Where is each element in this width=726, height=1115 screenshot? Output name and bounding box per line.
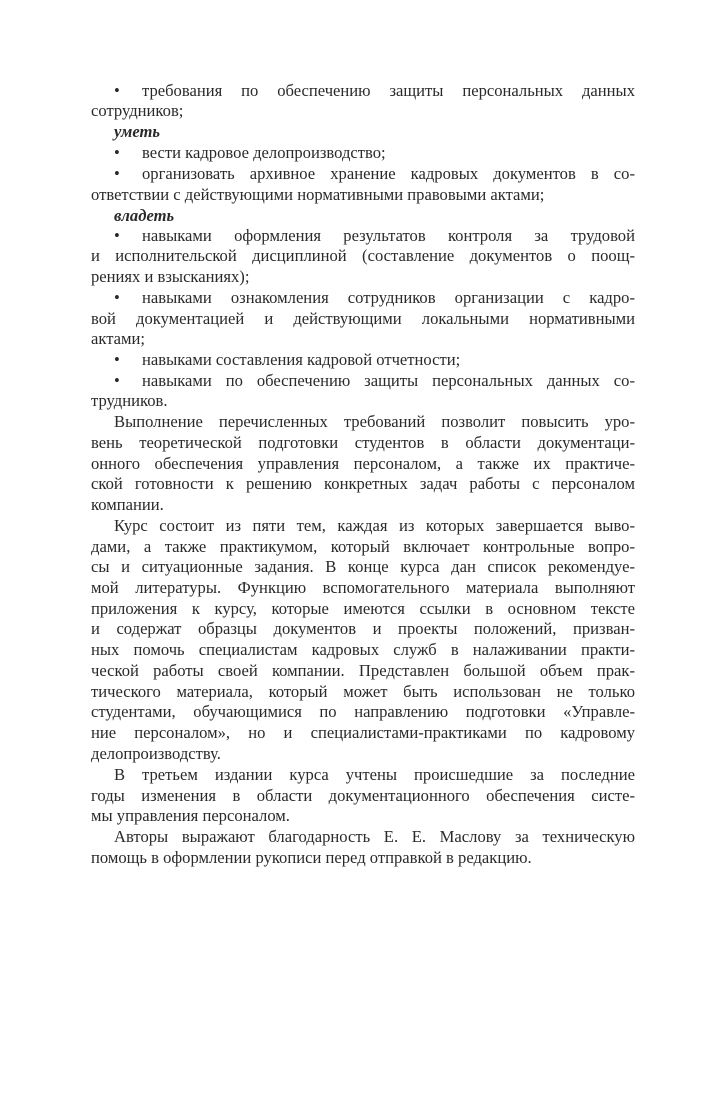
bullet-marker: •: [114, 350, 120, 369]
text-line: • навыками ознакомления сотрудников организации с кадро-: [114, 288, 635, 307]
text-line: приложения к курсу, которые имеются ссылки в основном тексте: [91, 599, 635, 618]
text-line: Курс состоит из пяти тем, каждая из которых завершается выво-: [114, 516, 635, 535]
text-line: ответствии с действующими нормативными правовыми актами;: [91, 185, 545, 204]
bullet-marker: •: [114, 371, 120, 390]
text-line: • навыками оформления результатов контроля за трудовой: [114, 226, 635, 245]
text-line: помощь в оформлении рукописи перед отправкой в редакцию.: [91, 848, 532, 867]
text-line: мы управления персоналом.: [91, 806, 290, 825]
text-line: • навыками составления кадровой отчетности;: [114, 350, 461, 369]
section-heading-umet: уметь: [114, 122, 160, 141]
text-line: дами, а также практикумом, который включает контрольные вопро-: [91, 537, 635, 556]
section-heading-vladet: владеть: [114, 206, 175, 225]
bullet-marker: •: [114, 164, 120, 183]
text-line: В третьем издании курса учтены происшедшие за последние: [114, 765, 635, 784]
text-line: актами;: [91, 329, 146, 348]
text-line: ческой работы своей компании. Представлен большой объем прак-: [91, 661, 635, 680]
text-line: • навыками по обеспечению защиты персональных данных со-: [114, 371, 635, 390]
text-line: тического материала, который может быть использован не только: [91, 682, 635, 701]
bullet-marker: •: [114, 143, 120, 162]
text-line: трудников.: [91, 391, 168, 410]
text-line: и исполнительской дисциплиной (составление документов о поощ-: [91, 246, 635, 265]
text-line: мой литературы. Функцию вспомогательного материала выполняют: [91, 578, 635, 597]
text-line: и содержат образцы документов и проекты положений, призван-: [91, 619, 635, 638]
text-line: ние персоналом», но и специалистами-практиками по кадровому: [91, 723, 635, 742]
text-line: • организовать архивное хранение кадровых документов в со-: [114, 164, 635, 183]
text-line: • вести кадровое делопроизводство;: [114, 143, 386, 162]
text-line: делопроизводству.: [91, 744, 221, 763]
text-line: вень теоретической подготовки студентов в области документаци-: [91, 433, 635, 452]
text-line: компании.: [91, 495, 164, 514]
text-line: годы изменения в области документационного обеспечения систе-: [91, 786, 635, 805]
text-line: • требования по обеспечению защиты персональных данных: [114, 81, 635, 100]
text-line: ской готовности к решению конкретных задач работы с персоналом: [91, 474, 635, 493]
text-line: сотрудников;: [91, 101, 184, 120]
text-line: Авторы выражают благодарность Е. Е. Маслову за техническую: [114, 827, 635, 846]
text-line: ных помочь специалистам кадровых служб в налаживании практи-: [91, 640, 635, 659]
bullet-marker: •: [114, 288, 120, 307]
text-line: студентами, обучающимися по направлению подготовки «Управле-: [91, 702, 635, 721]
text-line: рениях и взысканиях);: [91, 267, 250, 286]
bullet-marker: •: [114, 226, 120, 245]
text-line: Выполнение перечисленных требований позволит повысить уро-: [114, 412, 635, 431]
text-line: онного обеспечения управления персоналом, а также их практиче-: [91, 454, 635, 473]
bullet-marker: •: [114, 81, 120, 100]
text-line: сы и ситуационные задания. В конце курса дан список рекомендуе-: [91, 557, 635, 576]
text-line: вой документацией и действующими локальными нормативными: [91, 309, 635, 328]
